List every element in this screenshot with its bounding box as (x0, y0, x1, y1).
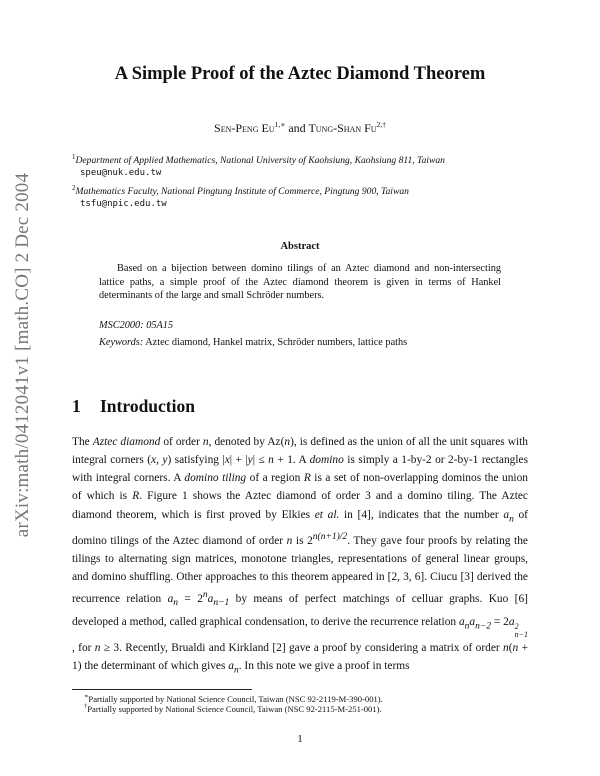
paragraph-text-run: n (202, 436, 209, 448)
paragraph-text-run: . They gave four proofs by relating the tilings to alternating sign matrices, monotone triangles, representations of general linear groups, and domino shuffling. Other approaches to this theorem appeared in [2, 3, 6]. Ciucu [3] derived the recurrence relation (72, 534, 528, 606)
keywords-label: Keywords: (99, 337, 144, 348)
keywords-line (99, 337, 407, 348)
paragraph-text-run: ) satisfying | (167, 454, 225, 467)
paragraph-text-run: y (247, 454, 253, 467)
paragraph-text-run: | ≤ (252, 454, 269, 467)
paragraph-text-run: , denoted by Az( (208, 436, 285, 448)
paragraph-text-run: , for (72, 641, 95, 654)
paragraph-text-run: of domino tilings of the Aztec diamond of order (72, 508, 528, 547)
paragraph-text-run: a (508, 615, 515, 628)
paragraph-text-run: + 1. A (273, 454, 310, 467)
affiliation-2 (72, 182, 409, 211)
paragraph-text-run: is a set of non-overlapping dominos the union of which is (72, 472, 528, 503)
paragraph-text-run: ( (508, 641, 513, 654)
paragraph-text-run: = 2 (178, 593, 203, 606)
section-title: Introduction (100, 396, 195, 416)
footnote-1-mark: ∗ (84, 693, 89, 700)
paragraph-text-run: n−1 (514, 629, 528, 639)
author-2-marks: 2,† (376, 120, 386, 129)
paragraph-text-run: is 2 (292, 534, 313, 547)
paragraph-text-run: n (503, 641, 509, 654)
paper-title: A Simple Proof of the Aztec Diamond Theorem (114, 64, 486, 84)
paragraph-text-run: n (286, 534, 293, 547)
paragraph-text-run: Aztec diamond (92, 436, 161, 448)
section-number: 1 (72, 396, 81, 416)
affiliation-1 (72, 151, 445, 180)
paragraph-text-run: a (228, 659, 234, 672)
paragraph-text-run: ), is defined as the union of all the unit squares with integral corners ( (72, 436, 528, 467)
affiliation-2-email: tsfu@npic.edu.tw (80, 199, 167, 210)
paragraph-text-run: a (167, 593, 174, 606)
paragraph-text-run: ≥ 3. Recently, Brualdi and Kirkland [2] gave a proof by considering a matrix of order (100, 641, 504, 654)
author-conjunction: and (288, 121, 306, 135)
paragraph-text-run: R (303, 472, 311, 485)
paragraph-text-run: x, y (151, 454, 168, 467)
author-2: Tung-Shan Fu (308, 121, 377, 135)
paragraph-text-run: R (132, 490, 140, 503)
footnote-rule (72, 689, 252, 690)
msc-classification: MSC2000: 05A15 (99, 320, 174, 331)
paragraph-text-run: n (509, 513, 514, 524)
page-number: 1 (297, 733, 303, 745)
footnote-2 (84, 703, 382, 714)
affiliation-1-email: speu@nuk.edu.tw (80, 168, 162, 179)
paragraph-text-run: n (284, 436, 291, 448)
arxiv-side-stamp: arXiv:math/0412041v1 [math.CO] 2 Dec 2004 (12, 172, 34, 538)
paragraph-text-run: is simply a 1-by-2 or 2-by-1 rectangles with integral corners. A (72, 454, 528, 485)
paragraph-text-run: The (72, 436, 93, 448)
paragraph-text-run: domino tiling (184, 472, 247, 485)
paragraph-text-run: a (503, 508, 510, 521)
paragraph-text-run: et al. (314, 508, 340, 521)
paragraph-text-run: = 2 (491, 615, 509, 628)
paragraph-text-run: domino (309, 454, 344, 467)
footnote-2-text: Partially supported by National Science Council, Taiwan (NSC 92-2115-M-251-001). (87, 703, 382, 714)
author-line (0, 120, 600, 136)
author-1: Sen-Peng Eu (214, 121, 275, 135)
paragraph-text-run: n (233, 665, 239, 675)
footnote-1-text: Partially supported by National Science Council, Taiwan (NSC 92-2119-M-390-001). (88, 693, 383, 704)
paragraph-text-run: n (173, 598, 179, 609)
paragraph-text-run: n (202, 590, 208, 601)
affiliation-1-text: Department of Applied Mathematics, National University of Kaohsiung, Kaohsiung 811, Taiwan (75, 155, 445, 167)
paragraph-text-run: n (464, 620, 470, 631)
paragraph-text-run: in [4], indicates that the number (339, 508, 504, 521)
paragraph-text-run: n−2 (475, 620, 492, 631)
paragraph-text-run: . In this note we give a proof in terms (238, 659, 410, 672)
section-heading (72, 396, 195, 417)
paragraph-text-run: 2 (514, 621, 519, 631)
keywords-list: Aztec diamond, Hankel matrix, Schröder numbers, lattice paths (145, 337, 408, 348)
paragraph-text-run: n (268, 454, 274, 467)
paragraph-text-run: | + | (229, 454, 248, 467)
abstract-heading: Abstract (280, 241, 320, 252)
paragraph-text-run: by means of perfect matchings of celluar graphs. Kuo [6] developed a method, called graphical condensation, to derive the recurrence relation (72, 593, 528, 628)
paragraph-text-run: of a region (246, 472, 304, 485)
paragraph-text-run: a (469, 615, 476, 628)
paragraph-text-run: of order (160, 436, 203, 448)
abstract-text: Based on a bijection between domino tilings of an Aztec diamond and non-intersecting lattice paths, a simple proof of the Aztec diamond theorem is given in terms of Hankel determinants of the large and small Schröder numbers. (99, 263, 501, 302)
paragraph-text-run: a (458, 615, 465, 628)
introduction-paragraph (72, 433, 528, 679)
affiliation-2-mark: 2 (72, 184, 76, 192)
affiliation-2-text: Mathematics Faculty, National Pingtung Institute of Commerce, Pingtung 900, Taiwan (75, 186, 409, 198)
affiliation-1-mark: 1 (72, 153, 76, 161)
paragraph-text-run: a (207, 593, 214, 606)
author-1-marks: 1,∗ (274, 120, 286, 129)
paragraph-text-run: . Figure 1 shows the Aztec diamond of order 3 and a domino tiling. The Aztec diamond theorem, which is first proved by Elkies (72, 490, 528, 521)
paragraph-text-run: n (94, 641, 101, 654)
paragraph-text-run: n−1 (213, 598, 230, 609)
paragraph-text-run: n(n+1)/2 (312, 532, 348, 543)
paragraph-text-run: x (224, 454, 230, 467)
paragraph-text-run: + 1) the determinant of which gives (72, 641, 528, 672)
paragraph-text-run: n (512, 641, 519, 654)
footnote-2-mark: † (84, 703, 88, 710)
